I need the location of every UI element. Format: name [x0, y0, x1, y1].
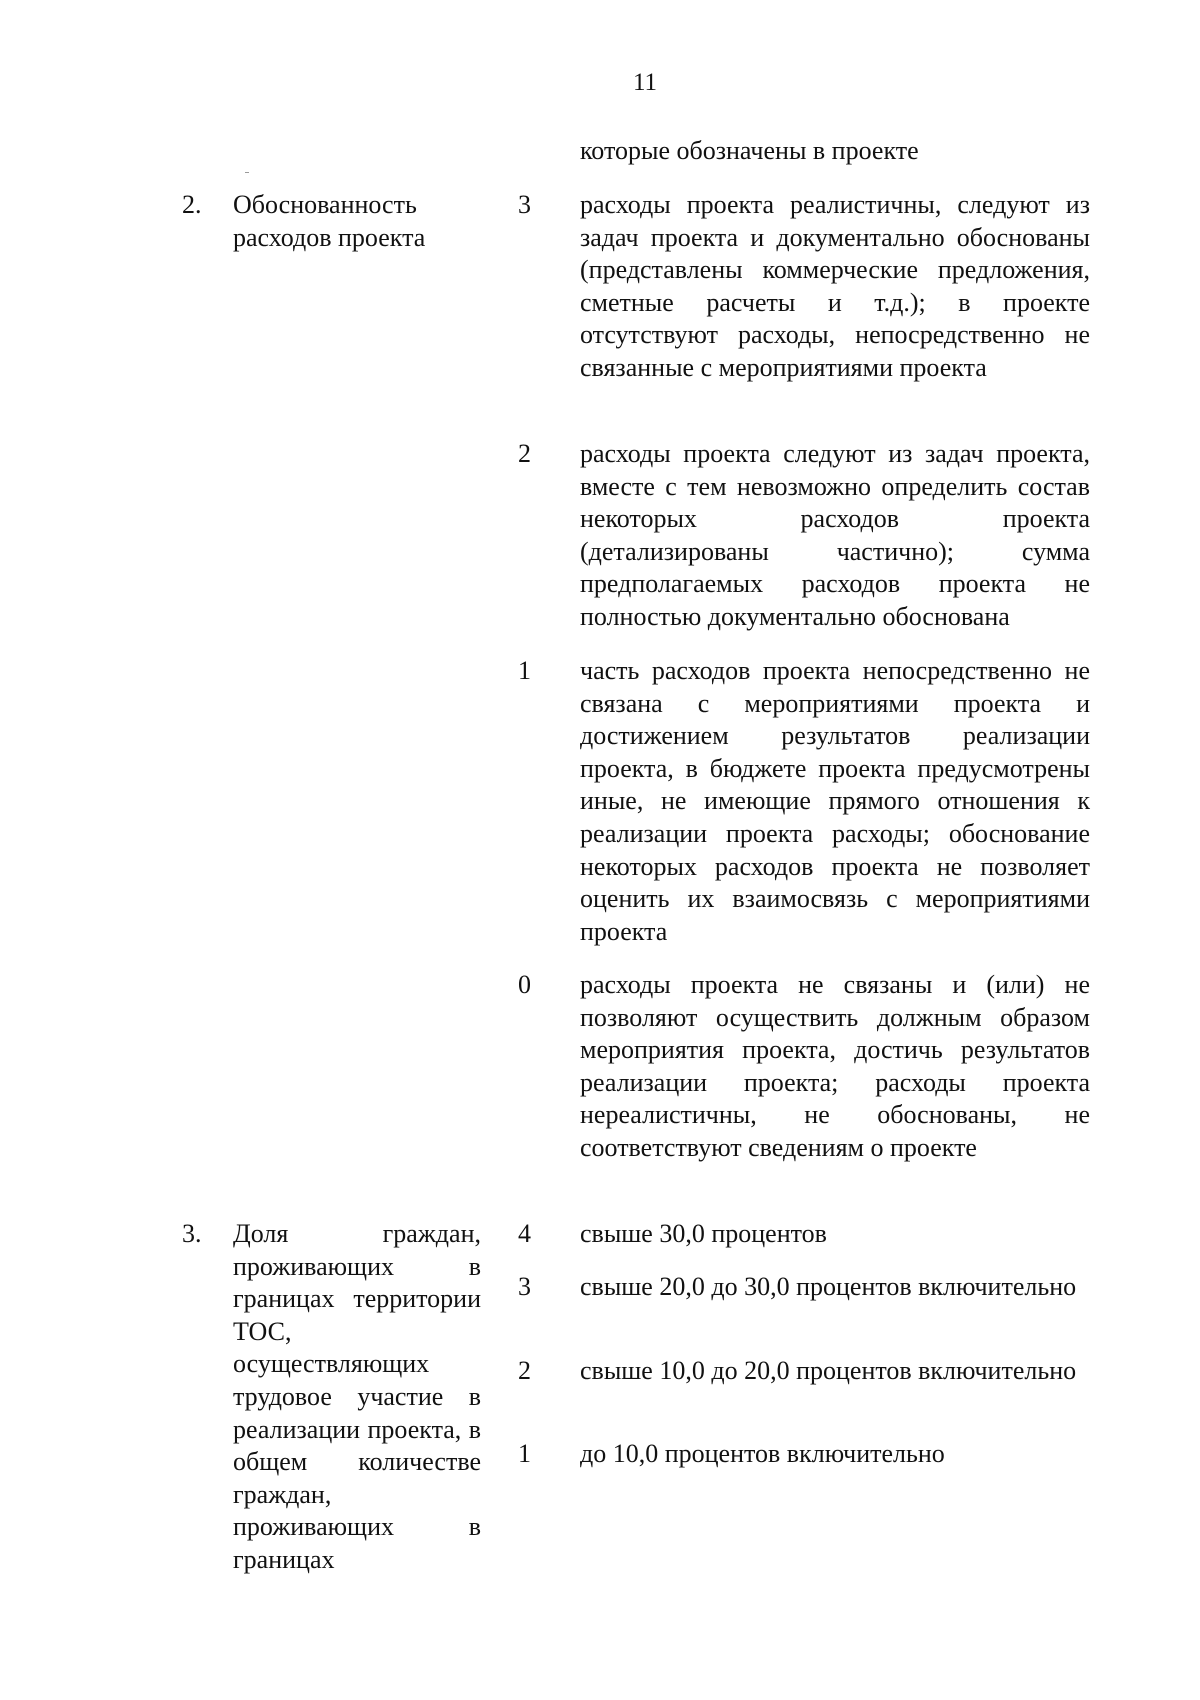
level-description: расходы проекта следуют из задач проекта, вместе с тем невозможно определить состав некоторых расходов проекта (детализированы частично); сумма предполагаемых расходов проекта не полностью документально обоснована	[580, 439, 1090, 631]
score-value: 4	[518, 1219, 531, 1248]
criterion-number: 2.	[182, 190, 202, 219]
level-description: расходы проекта не связаны и (или) не позволяют осуществить должным образом мероприятия проекта, достичь результатов реализации проекта; расходы проекта нереалистичны, не обоснованы, не соответствуют сведениям о проекте	[580, 970, 1090, 1162]
criterion-number: 3.	[182, 1219, 202, 1248]
score-value: 1	[518, 1439, 531, 1468]
level-description: свыше 20,0 до 30,0 процентов включительно	[580, 1272, 1077, 1301]
level-description: свыше 30,0 процентов	[580, 1219, 827, 1248]
criterion-title: Доля граждан, проживающих в границах территории ТОС, осуществляющих трудовое участие в реализации проекта, в общем количестве граждан, проживающих в границах	[233, 1219, 481, 1574]
score-value: 3	[518, 190, 531, 219]
score-value: 1	[518, 656, 531, 685]
score-value: 0	[518, 970, 531, 999]
scan-mark	[245, 172, 249, 173]
score-value: 2	[518, 1356, 531, 1385]
score-value: 3	[518, 1272, 531, 1301]
level-description: до 10,0 процентов включительно	[580, 1439, 945, 1468]
level-description: свыше 10,0 до 20,0 процентов включительно	[580, 1356, 1077, 1385]
score-value: 2	[518, 439, 531, 468]
level-description: расходы проекта реалистичны, следуют из задач проекта и документально обоснованы (представлены коммерческие предложения, сметные расчеты и т.д.); в проекте отсутствуют расходы, непосредственно не связанные с мероприятиями проекта	[580, 190, 1090, 382]
continuation-text: которые обозначены в проекте	[580, 136, 919, 165]
page-number: 11	[632, 69, 658, 96]
criterion-title: Обоснованность расходов проекта	[233, 190, 426, 252]
level-description: часть расходов проекта непосредственно не связана с мероприятиями проекта и достижением результатов реализации проекта, в бюджете проекта предусмотрены иные, не имеющие прямого отношения к реализации проекта расходы; обоснование некоторых расходов проекта не позволяет оценить их взаимосвязь с мероприятиями проекта	[580, 656, 1090, 946]
